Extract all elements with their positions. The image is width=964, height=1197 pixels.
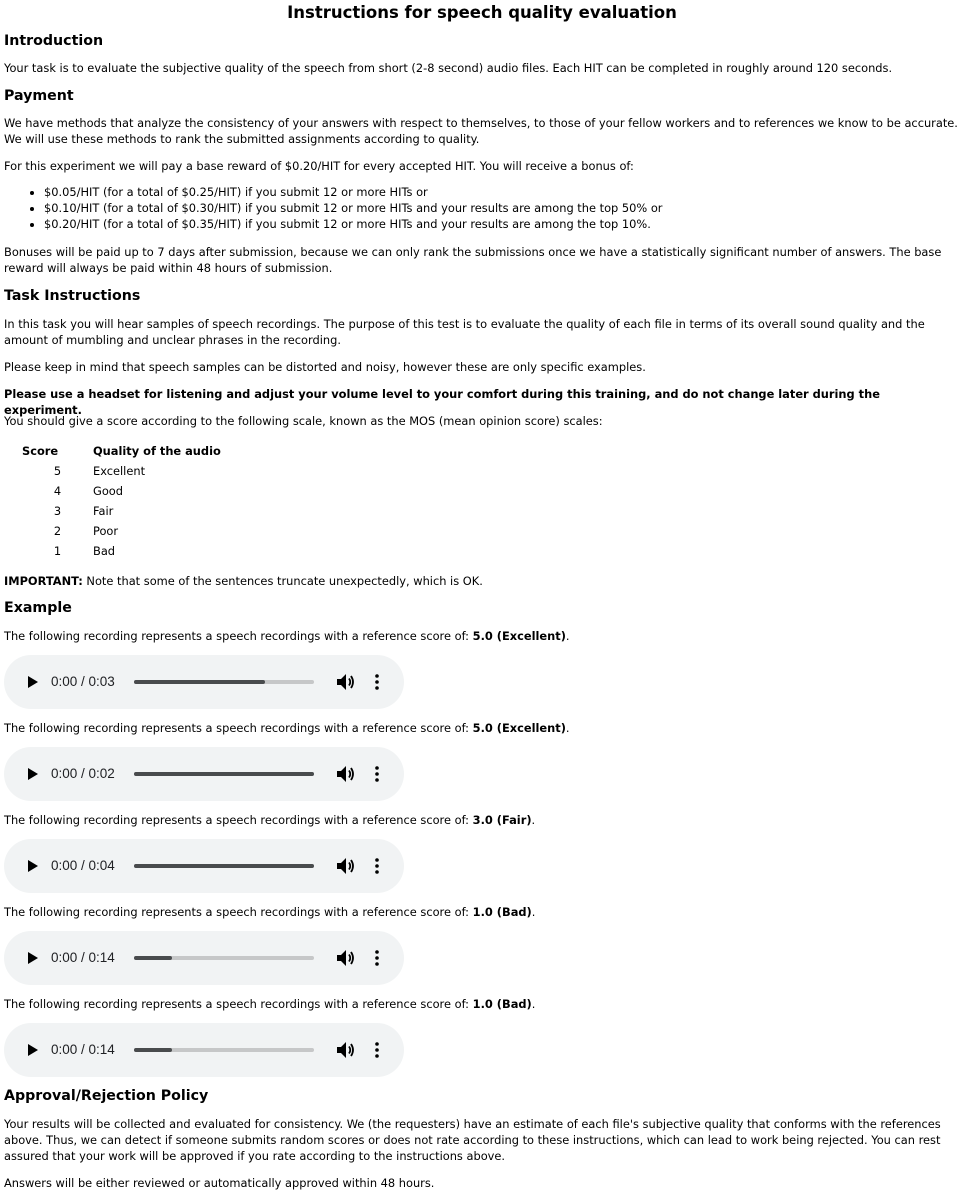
audio-player[interactable] xyxy=(4,747,404,801)
introduction-text: Your task is to evaluate the subjective quality of the speech from short (2-8 second) audio files. Each HIT can be completed in roughly around 120 seconds. xyxy=(4,61,893,75)
caption-prefix: The following recording represents a speech recordings with a reference score of: xyxy=(4,997,473,1011)
volume-icon[interactable] xyxy=(336,765,356,783)
audio-time: 0:00 / 0:14 xyxy=(51,950,115,965)
more-vertical-icon[interactable] xyxy=(370,948,384,968)
payment-paragraph-3: Bonuses will be paid up to 7 days after submission, because we can only rank the submissions once we have a statistically significant number of answers. The base reward will always be paid within 48 hours of submission. xyxy=(4,245,942,275)
audio-time: 0:00 / 0:04 xyxy=(51,858,115,873)
audio-player[interactable] xyxy=(4,931,404,985)
task-heading: Task Instructions xyxy=(4,288,141,304)
reference-score: 1.0 (Bad) xyxy=(472,997,532,1011)
task-paragraph-2: Please keep in mind that speech samples can be distorted and noisy, however these are only specific examples. xyxy=(4,360,646,374)
caption-period: . xyxy=(531,905,536,919)
audio-progress-bar[interactable] xyxy=(134,956,314,960)
play-icon[interactable] xyxy=(24,674,40,690)
task-paragraph-1: In this task you will hear samples of speech recordings. The purpose of this test is to evaluate the quality of each file in terms of its overall sound quality and the amount of mumbling and unclear phrases in the recording. xyxy=(4,317,925,347)
audio-player[interactable] xyxy=(4,655,404,709)
audio-progress-bar[interactable] xyxy=(134,1048,314,1052)
quality-cell: Fair xyxy=(93,504,114,518)
more-vertical-icon[interactable] xyxy=(370,764,384,784)
example-caption xyxy=(4,628,960,644)
table-row xyxy=(22,521,221,541)
quality-cell: Excellent xyxy=(93,464,146,478)
caption-prefix: The following recording represents a speech recordings with a reference score of: xyxy=(4,813,473,827)
audio-progress-fill xyxy=(134,956,172,960)
bonus-item: • $0.20/HIT (for a total of $0.35/HIT) if you submit 12 or more HITs and your results are among the top 10%. xyxy=(44,216,960,232)
more-vertical-icon[interactable] xyxy=(370,856,384,876)
quality-cell: Bad xyxy=(93,544,116,558)
audio-progress-fill xyxy=(134,1048,172,1052)
audio-time: 0:00 / 0:03 xyxy=(51,674,115,689)
volume-icon[interactable] xyxy=(336,673,356,691)
bonus-list xyxy=(4,184,960,232)
quality-cell: Good xyxy=(93,484,123,498)
bonus-item: • $0.05/HIT (for a total of $0.25/HIT) if you submit 12 or more HITs or xyxy=(44,184,960,200)
payment-heading: Payment xyxy=(4,88,74,104)
headset-notice: Please use a headset for listening and adjust your volume level to your comfort during this training, and do not change later during the experiment. xyxy=(4,387,880,417)
policy-heading: Approval/Rejection Policy xyxy=(4,1088,209,1104)
payment-paragraph-1: We have methods that analyze the consistency of your answers with respect to themselves, to those of your fellow workers and to references we know to be accurate. We will use these methods to rank the submitted assignments according to quality. xyxy=(4,116,958,146)
important-label: IMPORTANT: xyxy=(4,574,83,588)
score-cell: 5 xyxy=(53,464,62,478)
caption-prefix: The following recording represents a speech recordings with a reference score of: xyxy=(4,905,473,919)
play-icon[interactable] xyxy=(24,766,40,782)
caption-prefix: The following recording represents a speech recordings with a reference score of: xyxy=(4,629,473,643)
example-caption xyxy=(4,812,960,828)
policy-paragraph-1: Your results will be collected and evaluated for consistency. We (the requesters) have an estimate of each file's subjective quality that conforms with the references above. Thus, we can detect if someone submits random scores or does not rate according to these instructions, which can lead to work being rejected. You can rest assured that your work will be approved if you rate according to the instructions above. xyxy=(4,1117,941,1163)
example-heading: Example xyxy=(4,600,72,616)
more-vertical-icon[interactable] xyxy=(370,1040,384,1060)
play-icon[interactable] xyxy=(24,1042,40,1058)
score-cell: 2 xyxy=(53,524,62,538)
table-row xyxy=(22,541,221,561)
example-caption xyxy=(4,904,960,920)
audio-progress-fill xyxy=(134,680,265,684)
policy-paragraph-2: Answers will be either reviewed or automatically approved within 48 hours. xyxy=(4,1176,435,1190)
table-row xyxy=(22,501,221,521)
score-cell: 3 xyxy=(53,504,62,518)
table-row xyxy=(22,481,221,501)
volume-icon[interactable] xyxy=(336,949,356,967)
audio-time: 0:00 / 0:02 xyxy=(51,766,115,781)
bonus-item: • $0.10/HIT (for a total of $0.30/HIT) if you submit 12 or more HITs and your results are among the top 50% or xyxy=(44,200,960,216)
task-paragraph-4: You should give a score according to the following scale, known as the MOS (mean opinion score) scales: xyxy=(4,414,603,428)
volume-icon[interactable] xyxy=(336,1041,356,1059)
payment-paragraph-2: For this experiment we will pay a base reward of $0.20/HIT for every accepted HIT. You will receive a bonus of: xyxy=(4,159,634,173)
quality-column-header: Quality of the audio xyxy=(93,444,221,458)
example-caption xyxy=(4,720,960,736)
score-cell: 1 xyxy=(53,544,62,558)
important-note xyxy=(4,573,960,589)
score-column-header: Score xyxy=(22,444,59,458)
audio-progress-fill xyxy=(134,864,314,868)
caption-period: . xyxy=(565,721,570,735)
table-row xyxy=(22,461,221,481)
play-icon[interactable] xyxy=(24,950,40,966)
audio-progress-bar[interactable] xyxy=(134,680,314,684)
reference-score: 5.0 (Excellent) xyxy=(472,629,566,643)
caption-period: . xyxy=(565,629,570,643)
audio-progress-bar[interactable] xyxy=(134,772,314,776)
important-text: Note that some of the sentences truncate unexpectedly, which is OK. xyxy=(82,574,483,588)
page-title: Instructions for speech quality evaluation xyxy=(287,3,677,22)
audio-player[interactable] xyxy=(4,1023,404,1077)
caption-period: . xyxy=(531,813,536,827)
reference-score: 3.0 (Fair) xyxy=(472,813,532,827)
caption-prefix: The following recording represents a speech recordings with a reference score of: xyxy=(4,721,473,735)
reference-score: 5.0 (Excellent) xyxy=(472,721,566,735)
quality-cell: Poor xyxy=(93,524,119,538)
mos-scale-table xyxy=(22,441,221,561)
reference-score: 1.0 (Bad) xyxy=(472,905,532,919)
play-icon[interactable] xyxy=(24,858,40,874)
audio-time: 0:00 / 0:14 xyxy=(51,1042,115,1057)
audio-progress-bar[interactable] xyxy=(134,864,314,868)
caption-period: . xyxy=(531,997,536,1011)
more-vertical-icon[interactable] xyxy=(370,672,384,692)
example-caption xyxy=(4,996,960,1012)
score-cell: 4 xyxy=(53,484,62,498)
introduction-heading: Introduction xyxy=(4,33,104,49)
audio-progress-fill xyxy=(134,772,314,776)
volume-icon[interactable] xyxy=(336,857,356,875)
audio-player[interactable] xyxy=(4,839,404,893)
